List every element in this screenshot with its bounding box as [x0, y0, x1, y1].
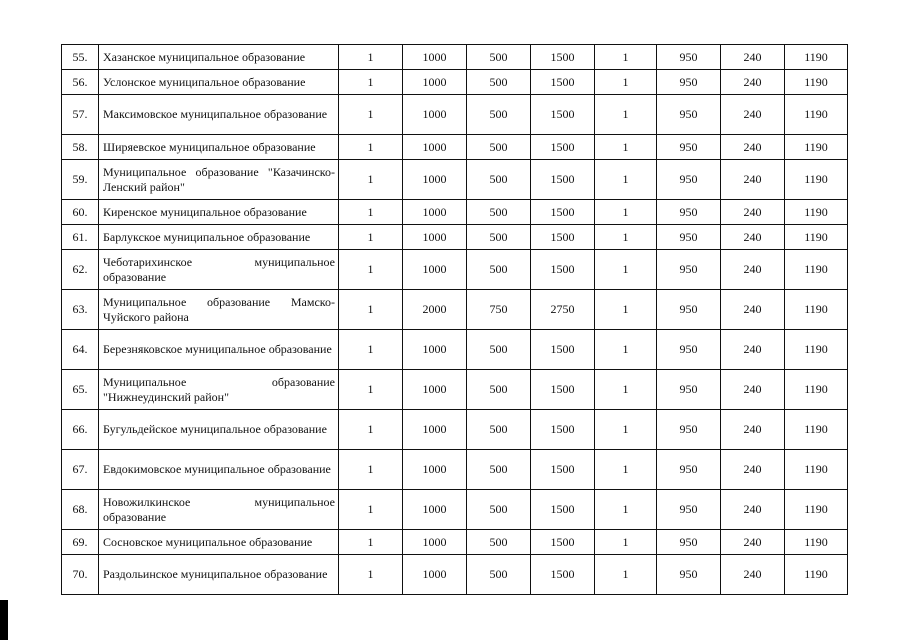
table-body — [62, 45, 848, 595]
value-col-2: 1000 — [403, 70, 467, 95]
value-col-3: 500 — [467, 370, 531, 410]
value-col-3: 750 — [467, 290, 531, 330]
value-col-6: 950 — [657, 555, 721, 595]
value-col-4: 1500 — [531, 95, 595, 135]
value-col-6: 950 — [657, 135, 721, 160]
value-col-8: 1190 — [785, 250, 848, 290]
value-col-1: 1 — [339, 70, 403, 95]
value-col-1: 1 — [339, 225, 403, 250]
value-col-5: 1 — [595, 160, 657, 200]
value-col-7: 240 — [721, 450, 785, 490]
value-col-7: 240 — [721, 410, 785, 450]
table-row — [62, 490, 848, 530]
municipality-name: Муниципальное образование "Казачинско-Ленский район" — [99, 160, 339, 200]
value-col-5: 1 — [595, 290, 657, 330]
value-col-5: 1 — [595, 200, 657, 225]
value-col-8: 1190 — [785, 330, 848, 370]
value-col-5: 1 — [595, 450, 657, 490]
value-col-8: 1190 — [785, 160, 848, 200]
value-col-6: 950 — [657, 370, 721, 410]
value-col-8: 1190 — [785, 490, 848, 530]
value-col-1: 1 — [339, 45, 403, 70]
value-col-3: 500 — [467, 45, 531, 70]
row-number: 69. — [62, 530, 99, 555]
value-col-3: 500 — [467, 70, 531, 95]
table-row — [62, 200, 848, 225]
value-col-1: 1 — [339, 290, 403, 330]
table-row — [62, 290, 848, 330]
value-col-5: 1 — [595, 70, 657, 95]
value-col-6: 950 — [657, 450, 721, 490]
row-number: 60. — [62, 200, 99, 225]
value-col-4: 1500 — [531, 160, 595, 200]
row-number: 65. — [62, 370, 99, 410]
value-col-2: 1000 — [403, 250, 467, 290]
value-col-5: 1 — [595, 490, 657, 530]
value-col-1: 1 — [339, 450, 403, 490]
value-col-1: 1 — [339, 160, 403, 200]
value-col-3: 500 — [467, 330, 531, 370]
value-col-4: 1500 — [531, 330, 595, 370]
row-number: 67. — [62, 450, 99, 490]
value-col-7: 240 — [721, 95, 785, 135]
value-col-4: 1500 — [531, 490, 595, 530]
value-col-3: 500 — [467, 160, 531, 200]
value-col-6: 950 — [657, 95, 721, 135]
value-col-2: 1000 — [403, 135, 467, 160]
value-col-8: 1190 — [785, 45, 848, 70]
municipality-name: Новожилкинское муниципальное образование — [99, 490, 339, 530]
value-col-2: 1000 — [403, 530, 467, 555]
value-col-6: 950 — [657, 330, 721, 370]
value-col-1: 1 — [339, 95, 403, 135]
value-col-4: 1500 — [531, 45, 595, 70]
value-col-1: 1 — [339, 410, 403, 450]
value-col-1: 1 — [339, 490, 403, 530]
table-row — [62, 70, 848, 95]
value-col-2: 1000 — [403, 200, 467, 225]
value-col-4: 1500 — [531, 200, 595, 225]
value-col-2: 1000 — [403, 160, 467, 200]
table-row — [62, 370, 848, 410]
value-col-7: 240 — [721, 490, 785, 530]
value-col-8: 1190 — [785, 225, 848, 250]
value-col-7: 240 — [721, 250, 785, 290]
table-row — [62, 555, 848, 595]
value-col-4: 1500 — [531, 370, 595, 410]
value-col-3: 500 — [467, 410, 531, 450]
value-col-3: 500 — [467, 250, 531, 290]
value-col-4: 1500 — [531, 555, 595, 595]
value-col-1: 1 — [339, 250, 403, 290]
value-col-5: 1 — [595, 45, 657, 70]
row-number: 59. — [62, 160, 99, 200]
municipality-name: Муниципальное образование Мамско-Чуйского района — [99, 290, 339, 330]
value-col-8: 1190 — [785, 410, 848, 450]
row-number: 57. — [62, 95, 99, 135]
value-col-4: 1500 — [531, 135, 595, 160]
value-col-2: 1000 — [403, 410, 467, 450]
table-row — [62, 225, 848, 250]
value-col-4: 1500 — [531, 70, 595, 95]
value-col-5: 1 — [595, 410, 657, 450]
value-col-6: 950 — [657, 200, 721, 225]
document-page — [61, 44, 847, 595]
municipality-name: Бугульдейское муниципальное образование — [99, 410, 339, 450]
value-col-1: 1 — [339, 330, 403, 370]
value-col-5: 1 — [595, 555, 657, 595]
municipality-name: Чеботарихинское муниципальное образование — [99, 250, 339, 290]
municipality-name: Хазанское муниципальное образование — [99, 45, 339, 70]
table-row — [62, 530, 848, 555]
municipality-name: Евдокимовское муниципальное образование — [99, 450, 339, 490]
value-col-8: 1190 — [785, 95, 848, 135]
value-col-8: 1190 — [785, 555, 848, 595]
value-col-3: 500 — [467, 490, 531, 530]
municipality-name: Максимовское муниципальное образование — [99, 95, 339, 135]
value-col-2: 2000 — [403, 290, 467, 330]
value-col-2: 1000 — [403, 490, 467, 530]
municipality-name: Березняковское муниципальное образование — [99, 330, 339, 370]
value-col-1: 1 — [339, 370, 403, 410]
row-number: 55. — [62, 45, 99, 70]
value-col-8: 1190 — [785, 530, 848, 555]
value-col-4: 1500 — [531, 450, 595, 490]
value-col-7: 240 — [721, 330, 785, 370]
value-col-8: 1190 — [785, 450, 848, 490]
value-col-1: 1 — [339, 135, 403, 160]
table-row — [62, 330, 848, 370]
value-col-7: 240 — [721, 530, 785, 555]
value-col-3: 500 — [467, 225, 531, 250]
row-number: 63. — [62, 290, 99, 330]
value-col-2: 1000 — [403, 45, 467, 70]
table-row — [62, 250, 848, 290]
table-row — [62, 410, 848, 450]
value-col-5: 1 — [595, 370, 657, 410]
value-col-6: 950 — [657, 290, 721, 330]
value-col-3: 500 — [467, 95, 531, 135]
value-col-6: 950 — [657, 530, 721, 555]
table-row — [62, 135, 848, 160]
value-col-3: 500 — [467, 555, 531, 595]
table-row — [62, 450, 848, 490]
value-col-8: 1190 — [785, 70, 848, 95]
municipality-name: Услонское муниципальное образование — [99, 70, 339, 95]
value-col-6: 950 — [657, 250, 721, 290]
scan-edge-mark — [0, 600, 8, 640]
row-number: 64. — [62, 330, 99, 370]
value-col-2: 1000 — [403, 95, 467, 135]
value-col-3: 500 — [467, 200, 531, 225]
value-col-3: 500 — [467, 135, 531, 160]
value-col-7: 240 — [721, 555, 785, 595]
value-col-1: 1 — [339, 555, 403, 595]
value-col-2: 1000 — [403, 225, 467, 250]
row-number: 58. — [62, 135, 99, 160]
row-number: 66. — [62, 410, 99, 450]
value-col-5: 1 — [595, 135, 657, 160]
value-col-6: 950 — [657, 490, 721, 530]
value-col-2: 1000 — [403, 370, 467, 410]
value-col-2: 1000 — [403, 555, 467, 595]
value-col-7: 240 — [721, 200, 785, 225]
municipality-name: Раздольинское муниципальное образование — [99, 555, 339, 595]
value-col-5: 1 — [595, 225, 657, 250]
value-col-4: 2750 — [531, 290, 595, 330]
value-col-4: 1500 — [531, 530, 595, 555]
value-col-8: 1190 — [785, 290, 848, 330]
value-col-7: 240 — [721, 70, 785, 95]
value-col-3: 500 — [467, 530, 531, 555]
value-col-7: 240 — [721, 370, 785, 410]
value-col-3: 500 — [467, 450, 531, 490]
value-col-7: 240 — [721, 45, 785, 70]
value-col-6: 950 — [657, 410, 721, 450]
value-col-6: 950 — [657, 160, 721, 200]
value-col-6: 950 — [657, 45, 721, 70]
table-row — [62, 45, 848, 70]
value-col-5: 1 — [595, 250, 657, 290]
data-table — [61, 44, 848, 595]
value-col-4: 1500 — [531, 225, 595, 250]
value-col-2: 1000 — [403, 330, 467, 370]
value-col-7: 240 — [721, 160, 785, 200]
value-col-5: 1 — [595, 330, 657, 370]
value-col-6: 950 — [657, 225, 721, 250]
table-row — [62, 95, 848, 135]
value-col-7: 240 — [721, 225, 785, 250]
value-col-8: 1190 — [785, 200, 848, 225]
value-col-1: 1 — [339, 200, 403, 225]
row-number: 56. — [62, 70, 99, 95]
value-col-8: 1190 — [785, 370, 848, 410]
municipality-name: Ширяевское муниципальное образование — [99, 135, 339, 160]
value-col-7: 240 — [721, 135, 785, 160]
row-number: 62. — [62, 250, 99, 290]
row-number: 70. — [62, 555, 99, 595]
table-row — [62, 160, 848, 200]
value-col-2: 1000 — [403, 450, 467, 490]
value-col-6: 950 — [657, 70, 721, 95]
row-number: 68. — [62, 490, 99, 530]
value-col-8: 1190 — [785, 135, 848, 160]
row-number: 61. — [62, 225, 99, 250]
municipality-name: Киренское муниципальное образование — [99, 200, 339, 225]
value-col-4: 1500 — [531, 250, 595, 290]
value-col-1: 1 — [339, 530, 403, 555]
value-col-4: 1500 — [531, 410, 595, 450]
municipality-name: Барлукское муниципальное образование — [99, 225, 339, 250]
value-col-5: 1 — [595, 95, 657, 135]
value-col-5: 1 — [595, 530, 657, 555]
municipality-name: Муниципальное образование "Нижнеудинский район" — [99, 370, 339, 410]
municipality-name: Сосновское муниципальное образование — [99, 530, 339, 555]
value-col-7: 240 — [721, 290, 785, 330]
